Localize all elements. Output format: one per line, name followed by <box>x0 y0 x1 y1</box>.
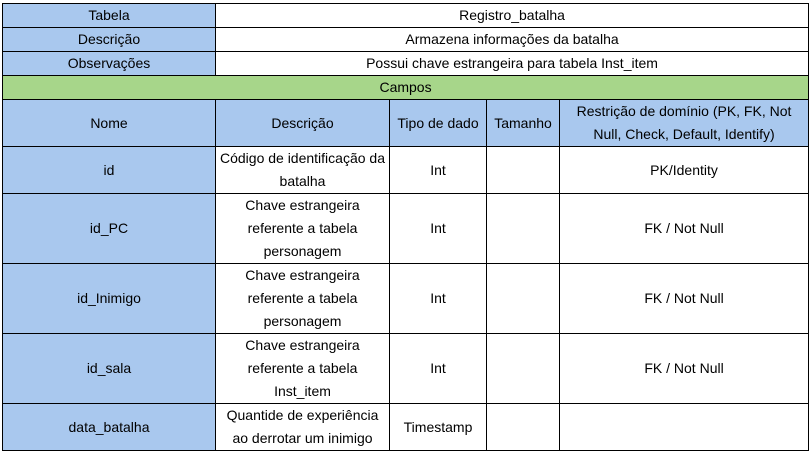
header-nome: Nome <box>3 100 216 147</box>
description-value: Armazena informações da batalha <box>216 28 809 52</box>
field-constraint: PK/Identity <box>560 147 809 194</box>
campos-row <box>3 76 809 100</box>
field-description: Chave estrangeira referente a tabela Inst_item <box>216 334 390 404</box>
table-row <box>3 404 809 451</box>
field-size <box>487 147 560 194</box>
table-label: Tabela <box>3 4 216 28</box>
meta-row-table <box>3 4 809 28</box>
data-dictionary-table <box>2 3 809 451</box>
description-label: Descrição <box>3 28 216 52</box>
header-tipo: Tipo de dado <box>390 100 487 147</box>
field-description: Chave estrangeira referente a tabela personagem <box>216 194 390 264</box>
field-type: Int <box>390 264 487 334</box>
field-description: Quantide de experiência ao derrotar um inimigo <box>216 404 390 451</box>
column-header-row <box>3 100 809 147</box>
field-type: Int <box>390 194 487 264</box>
field-name: id_sala <box>3 334 216 404</box>
field-constraint <box>560 404 809 451</box>
table-row <box>3 194 809 264</box>
field-description: Chave estrangeira referente a tabela personagem <box>216 264 390 334</box>
campos-header: Campos <box>3 76 809 100</box>
field-name: data_batalha <box>3 404 216 451</box>
table-wrapper <box>2 3 809 451</box>
header-restricao: Restrição de domínio (PK, FK, Not Null, Check, Default, Identify) <box>560 100 809 147</box>
table-row <box>3 147 809 194</box>
header-tamanho: Tamanho <box>487 100 560 147</box>
meta-row-observations <box>3 52 809 76</box>
field-description: Código de identificação da batalha <box>216 147 390 194</box>
field-size <box>487 264 560 334</box>
field-size <box>487 404 560 451</box>
table-name-value: Registro_batalha <box>216 4 809 28</box>
field-name: id_Inimigo <box>3 264 216 334</box>
field-size <box>487 334 560 404</box>
field-type: Int <box>390 147 487 194</box>
table-row <box>3 334 809 404</box>
field-constraint: FK / Not Null <box>560 264 809 334</box>
field-name: id_PC <box>3 194 216 264</box>
observations-label: Observações <box>3 52 216 76</box>
field-name: id <box>3 147 216 194</box>
observations-value: Possui chave estrangeira para tabela Inst_item <box>216 52 809 76</box>
field-type: Timestamp <box>390 404 487 451</box>
header-descricao: Descrição <box>216 100 390 147</box>
field-size <box>487 194 560 264</box>
field-constraint: FK / Not Null <box>560 334 809 404</box>
meta-row-description <box>3 28 809 52</box>
field-type: Int <box>390 334 487 404</box>
table-row <box>3 264 809 334</box>
field-constraint: FK / Not Null <box>560 194 809 264</box>
